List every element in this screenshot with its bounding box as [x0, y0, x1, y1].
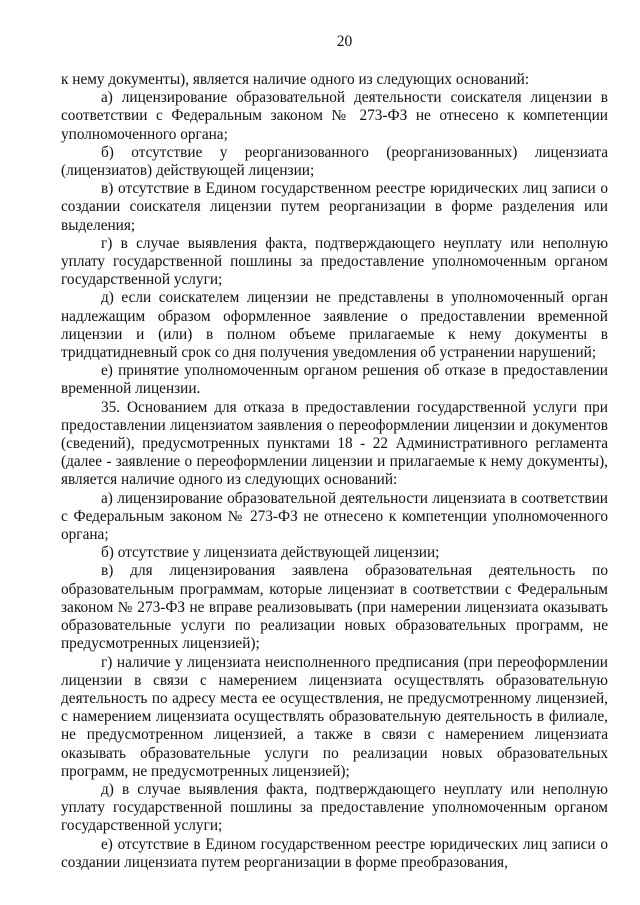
- paragraph-section-35: 35. Основанием для отказа в предоставлении государственной услуги при предоставлении лицензиатом заявления о переоформлении лицензии и документов (сведений), предусмотренных пунктами 18 - 22 Административного регламента (далее - заявление о переоформлении лицензии и прилагаемые к нему документы), является наличие одного из следующих оснований:: [61, 398, 608, 489]
- paragraph-item-g: г) в случае выявления факта, подтверждающего неуплату или неполную уплату государственной пошлины за предоставление уполномоченным органом государственной услуги;: [61, 234, 608, 289]
- paragraph-35-item-e: е) отсутствие в Едином государственном реестре юридических лиц записи о создании лицензиата путем реорганизации в форме преобразования,: [61, 835, 608, 871]
- paragraph-item-v: в) отсутствие в Едином государственном реестре юридических лиц записи о создании соискателя лицензии путем реорганизации в форме разделения или выделения;: [61, 180, 608, 234]
- paragraph-continuation: к нему документы), является наличие одного из следующих оснований:: [61, 71, 530, 88]
- paragraph-35-item-a: а) лицензирование образовательной деятельности лицензиата в соответствии с Федеральным законом № 273-ФЗ не отнесено к компетенции уполномоченного органа;: [61, 489, 608, 544]
- paragraph-35-item-d: д) в случае выявления факта, подтверждающего неуплату или неполную уплату государственной пошлины за предоставление уполномоченным органом государственной услуги;: [61, 780, 608, 835]
- page-number: 20: [336, 33, 353, 50]
- document-body: [61, 71, 608, 872]
- paragraph-item-b: б) отсутствие у реорганизованного (реорганизованных) лицензиата (лицензиатов) действующей лицензии;: [61, 143, 608, 180]
- paragraph-35-item-b: б) отсутствие у лицензиата действующей лицензии;: [101, 544, 440, 562]
- paragraph-item-e: е) принятие уполномоченным органом решения об отказе в предоставлении временной лицензии.: [61, 362, 608, 398]
- paragraph-item-a: а) лицензирование образовательной деятельности соискателя лицензии в соответствии с Федеральным законом № 273-ФЗ не отнесено к компетенции уполномоченного органа;: [61, 89, 608, 143]
- paragraph-35-item-v: в) для лицензирования заявлена образовательная деятельность по образовательным программам, которые лицензиат в соответствии с Федеральным законом № 273-ФЗ не вправе реализовывать (при намерении лицензиата оказывать образовательные услуги по реализации новых образовательных программ, не предусмотренных лицензией);: [61, 562, 608, 653]
- paragraph-item-d: д) если соискателем лицензии не представлены в уполномоченный орган надлежащим образом оформленное заявление о предоставлении временной лицензии и (или) в полном объеме прилагаемые к нему документы в тридцатидневный срок со дня получения уведомления об устранении нарушений;: [61, 289, 608, 362]
- paragraph-35-item-g: г) наличие у лицензиата неисполненного предписания (при переоформлении лицензии в связи с намерением лицензиата осуществлять образовательную деятельность по адресу места ее осуществления, не предусмотренному лицензией, с намерением лицензиата осуществлять образовательную деятельность в филиале, не предусмотренном лицензией, а также в связи с намерением лицензиата оказывать образовательные услуги по реализации новых образовательных программ, не предусмотренных лицензией);: [61, 653, 608, 780]
